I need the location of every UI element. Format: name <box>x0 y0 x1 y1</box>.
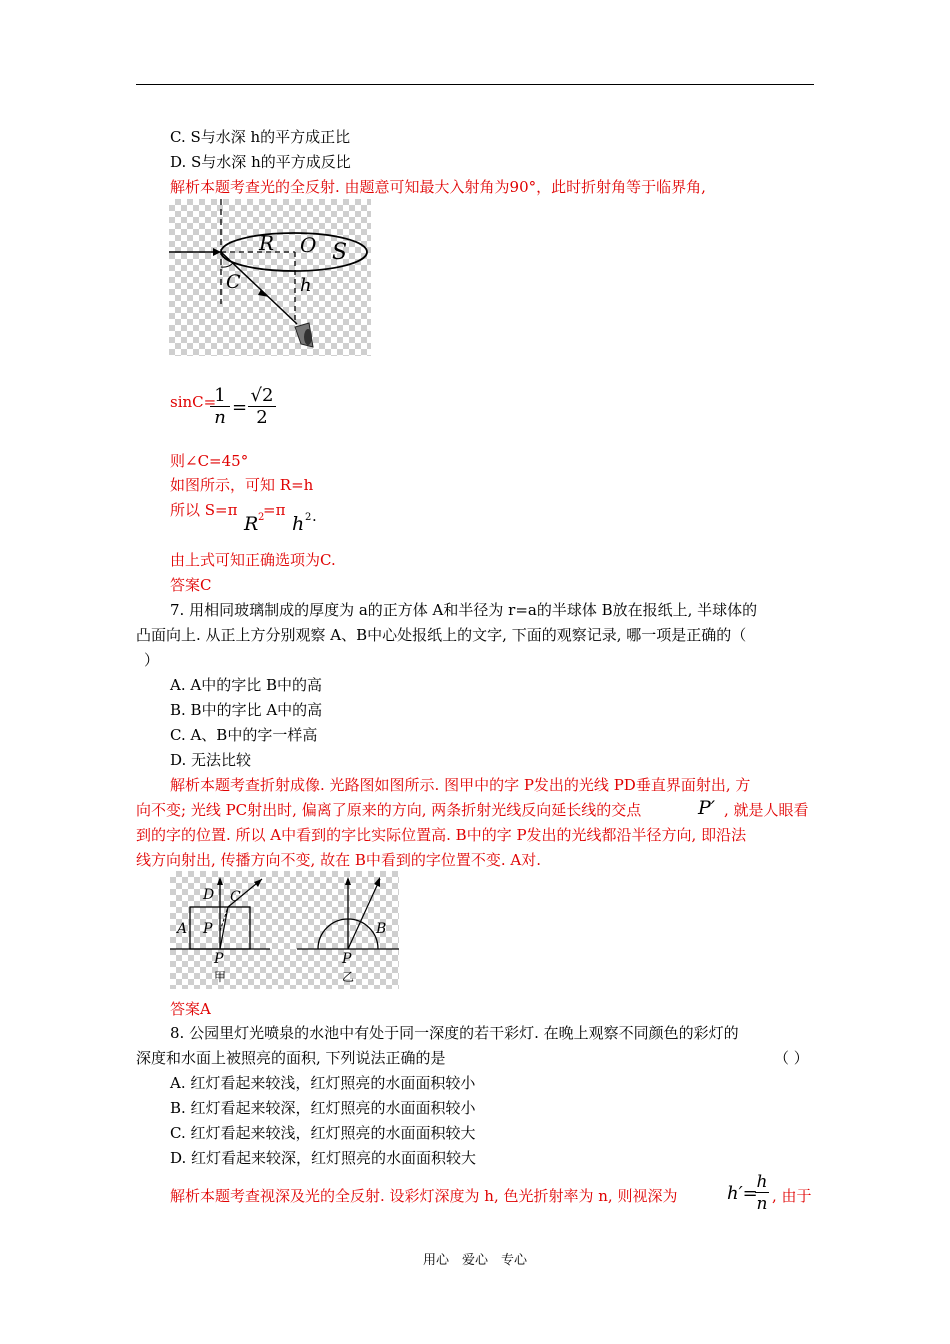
figure-1-label-s: S <box>332 240 348 265</box>
q6-conclusion: 由上式可知正确选项为C. <box>170 551 336 569</box>
fraction-2-denominator: 2 <box>248 406 276 429</box>
figure-2-label-p2: P <box>342 951 352 967</box>
q8-option-c: C. 红灯看起来较浅，红灯照亮的水面面积较大 <box>170 1124 476 1142</box>
q8-analysis-tail: , 由于 <box>772 1187 812 1205</box>
page-footer: 用心 爱心 专心 <box>422 1253 527 1268</box>
q7-analysis-2b: , 就是人眼看 <box>724 801 809 819</box>
equals-sign: = <box>232 397 248 418</box>
figure-1-label-h: h <box>300 275 312 296</box>
figure-2-label-b: B <box>376 921 387 937</box>
q8-option-d: D. 红灯看起来较深，红灯照亮的水面面积较大 <box>170 1149 477 1167</box>
q8-option-b: B. 红灯看起来较深，红灯照亮的水面面积较小 <box>170 1099 476 1117</box>
figure-1-label-c: C <box>226 271 241 293</box>
fraction-1-numerator: 1 <box>214 385 226 406</box>
area-formula-prefix: 所以 S=π <box>170 501 238 519</box>
area-formula-sup1: 2 <box>258 512 265 523</box>
q6-answer: 答案C <box>170 576 212 594</box>
q8-stem-paren: （ ） <box>774 1049 809 1067</box>
q6-analysis-intro: 解析本题考查光的全反射. 由题意可知最大入射角为90°，此时折射角等于临界角, <box>170 178 706 196</box>
fraction-root2-over-2 <box>248 386 276 429</box>
q7-p-prime: P′ <box>698 797 716 819</box>
area-formula-dot: . <box>312 507 317 525</box>
area-formula-eq: =π <box>263 501 286 519</box>
fraction-1-denominator: n <box>210 406 230 429</box>
figure-2-label-a: A <box>177 921 188 937</box>
angle-c-line: 则∠C=45° <box>170 452 249 470</box>
area-formula-h: h <box>292 513 305 535</box>
figure-2-label-d: D <box>203 887 215 903</box>
q8-fraction-numerator: h <box>756 1172 768 1192</box>
figure-1-label-o: O <box>300 233 317 257</box>
figure-2-caption-jia: 甲 <box>214 970 227 984</box>
q7-option-b: B. B中的字比 A中的高 <box>170 701 323 719</box>
area-formula-sup2: 2 <box>305 512 312 523</box>
q7-analysis-2a: 向不变; 光线 PC射出时, 偏离了原来的方向, 两条折射光线反向延长线的交点 <box>136 801 642 819</box>
area-formula-r: R <box>244 513 259 535</box>
q7-option-a: A. A中的字比 B中的高 <box>170 676 322 694</box>
q7-option-d: D. 无法比较 <box>170 751 252 769</box>
figure-2-label-p-top: P <box>203 921 213 937</box>
q7-analysis-1: 解析本题考查折射成像. 光路图如图所示. 图甲中的字 P发出的光线 PD垂直界面射出, 方 <box>170 776 751 794</box>
q8-fraction-h-over-n <box>755 1172 769 1215</box>
fraction-2-numerator: √2 <box>250 385 274 406</box>
q7-analysis-4: 线方向射出, 传播方向不变, 故在 B中看到的字位置不变. A对. <box>136 851 542 869</box>
q7-answer: 答案A <box>170 1000 211 1018</box>
figure-2-label-p: P <box>214 951 224 967</box>
fraction-one-over-n <box>210 386 230 429</box>
q7-analysis-3: 到的字的位置. 所以 A中看到的字比实际位置高. B中的字 P发出的光线都沿半径方向, 即沿法 <box>136 826 747 844</box>
q8-h-prime: h′= <box>727 1183 758 1204</box>
figure-1-drawing <box>169 199 371 356</box>
q7-option-c: C. A、B中的字一样高 <box>170 726 318 744</box>
q7-stem-3: ） <box>144 651 160 669</box>
figure-1-label-r: R <box>259 231 275 255</box>
q6-option-d: D. S与水深 h的平方成反比 <box>170 153 351 171</box>
figure-1-critical-angle <box>169 199 371 356</box>
figure-2-label-c: C <box>230 889 241 905</box>
figure-2-refraction <box>170 871 399 989</box>
r-equals-h-line: 如图所示，可知 R=h <box>170 476 314 494</box>
q6-option-c: C. S与水深 h的平方成正比 <box>170 128 351 146</box>
q8-fraction-denominator: n <box>756 1194 768 1214</box>
sin-c-label: sinC= <box>170 393 217 411</box>
q8-option-a: A. 红灯看起来较浅，红灯照亮的水面面积较小 <box>170 1074 476 1092</box>
q7-stem-2: 凸面向上. 从正上方分别观察 A、B中心处报纸上的文字, 下面的观察记录, 哪一项是正确的（ <box>136 626 747 644</box>
q7-stem-1: 7. 用相同玻璃制成的厚度为 a的正方体 A和半径为 r=a的半球体 B放在报纸上, 半球体的 <box>170 601 758 619</box>
q8-analysis-1: 解析本题考查视深及光的全反射. 设彩灯深度为 h, 色光折射率为 n, 则视深为 <box>170 1187 678 1205</box>
q8-stem-1: 8. 公园里灯光喷泉的水池中有处于同一深度的若干彩灯. 在晚上观察不同颜色的彩灯的 <box>170 1024 739 1042</box>
figure-2-caption-yi: 乙 <box>342 970 355 984</box>
q8-stem-2: 深度和水面上被照亮的面积, 下列说法正确的是 <box>136 1049 446 1067</box>
header-rule <box>136 84 814 85</box>
